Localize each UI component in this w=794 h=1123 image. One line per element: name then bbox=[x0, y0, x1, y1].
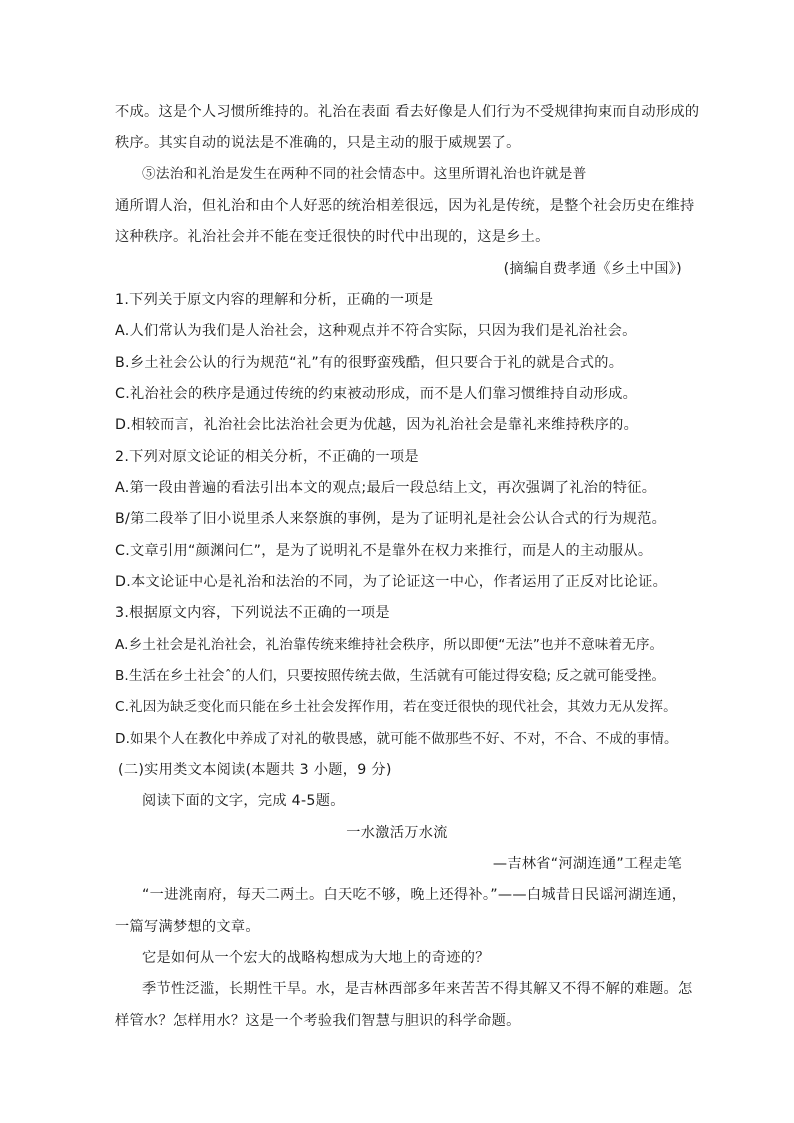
question-1-stem: 1.下列关于原文内容的理解和分析，正确的一项是 bbox=[115, 292, 434, 308]
question-3-stem: 3.根据原文内容，下列说法不正确的一项是 bbox=[115, 605, 390, 621]
article-subtitle: —吉林省“河湖连通”工程走笔 bbox=[492, 856, 682, 872]
question-3-option-a: A.乡土社会是礼治社会，礼治靠传统来维持社会秩序，所以即便“无法”也并不意味着无序。 bbox=[115, 637, 664, 653]
question-3-option-d: D.如果个人在教化中养成了对礼的敬畏感，就可能不做那些不好、不对，不合、不成的事情。 bbox=[115, 731, 678, 747]
question-2-option-c: C.文章引用“颜渊问仁”，是为了说明礼不是靠外在权力来推行，而是人的主动服从。 bbox=[115, 543, 653, 559]
section-2-heading: (二)实用类文本阅读(本题共 3 小题，9 分) bbox=[118, 762, 392, 778]
question-2-option-a: A.第一段由普遍的看法引出本文的观点;最后一段总结上文，再次强调了礼治的特征。 bbox=[115, 480, 657, 496]
passage-p5-line2: 通所谓人治，但礼治和由个人好恶的统治相差很远，因为礼是传统，是整个社会历史在维持 bbox=[115, 198, 695, 214]
passage-p4-line1: 不成。这是个人习惯所维持的。礼治在表面 看去好像是人们行为不受规律拘束而自动形成的 bbox=[115, 104, 700, 120]
article-p3-line1: 季节性泛滥，长期性干旱。水，是吉林西部多年来苦苦不得其解又不得不解的难题。怎 bbox=[142, 981, 693, 997]
article-p1-line1: “一进洮南府，每天二两土。白天吃不够，晚上还得补。”——白城昔日民谣河湖连通， bbox=[142, 887, 687, 903]
article-p3-line2: 样管水？怎样用水？这是一个考验我们智慧与胆识的科学命题。 bbox=[115, 1013, 521, 1029]
question-1-option-b: B.乡土社会公认的行为规范“礼”有的很野蛮残酷，但只要合于礼的就是合式的。 bbox=[115, 355, 624, 371]
question-2-stem: 2.下列对原文论证的相关分析，不正确的一项是 bbox=[115, 449, 419, 465]
article-p1-line2: 一篇写满梦想的文章。 bbox=[115, 919, 260, 935]
question-1-option-a: A.人们常认为我们是人治社会，这种观点并不符合实际，只因为我们是礼治社会。 bbox=[115, 323, 637, 339]
question-1-option-d: D.相较而言，礼治社会比法治社会更为优越，因为礼治社会是靠礼来维持秩序的。 bbox=[115, 417, 639, 433]
question-2-option-d: D.本文论证中心是礼治和法治的不同，为了论证这一中心，作者运用了正反对比论证。 bbox=[115, 574, 668, 590]
passage-p5-line3: 这种秩序。礼治社会并不能在变迁很快的时代中出现的，这是乡土。 bbox=[115, 229, 550, 245]
question-1-option-c: C.礼治社会的秩序是通过传统的约束被动形成，而不是人们靠习惯维持自动形成。 bbox=[115, 386, 638, 402]
passage-source: (摘编自费孝通《乡土中国》) bbox=[503, 261, 682, 277]
article-p2: 它是如何从一个宏大的战略构想成为大地上的奇迹的？ bbox=[142, 950, 490, 966]
question-3-option-b: B.生活在乡土社会ˆ的人们，只要按照传统去做，生活就有可能过得安稳; 反之就可能受挫。 bbox=[115, 668, 666, 684]
passage-p4-line2: 秩序。其实自动的说法是不准确的，只是主动的服于威规罢了。 bbox=[115, 135, 521, 151]
question-3-option-c: C.礼因为缺乏变化而只能在乡土社会发挥作用，若在变迁很快的现代社会，其效力无从发挥。 bbox=[115, 699, 677, 715]
article-title: 一水激活万水流 bbox=[346, 825, 448, 841]
passage-p5-line1: ⑤法治和礼治是发生在两种不同的社会情态中。这里所谓礼治也许就是普 bbox=[142, 166, 587, 182]
section-2-instruction: 阅读下面的文字，完成 4-5题。 bbox=[142, 793, 345, 809]
question-2-option-b: B/第二段举了旧小说里杀人来祭旗的事例，是为了证明礼是社会公认合式的行为规范。 bbox=[115, 511, 667, 527]
